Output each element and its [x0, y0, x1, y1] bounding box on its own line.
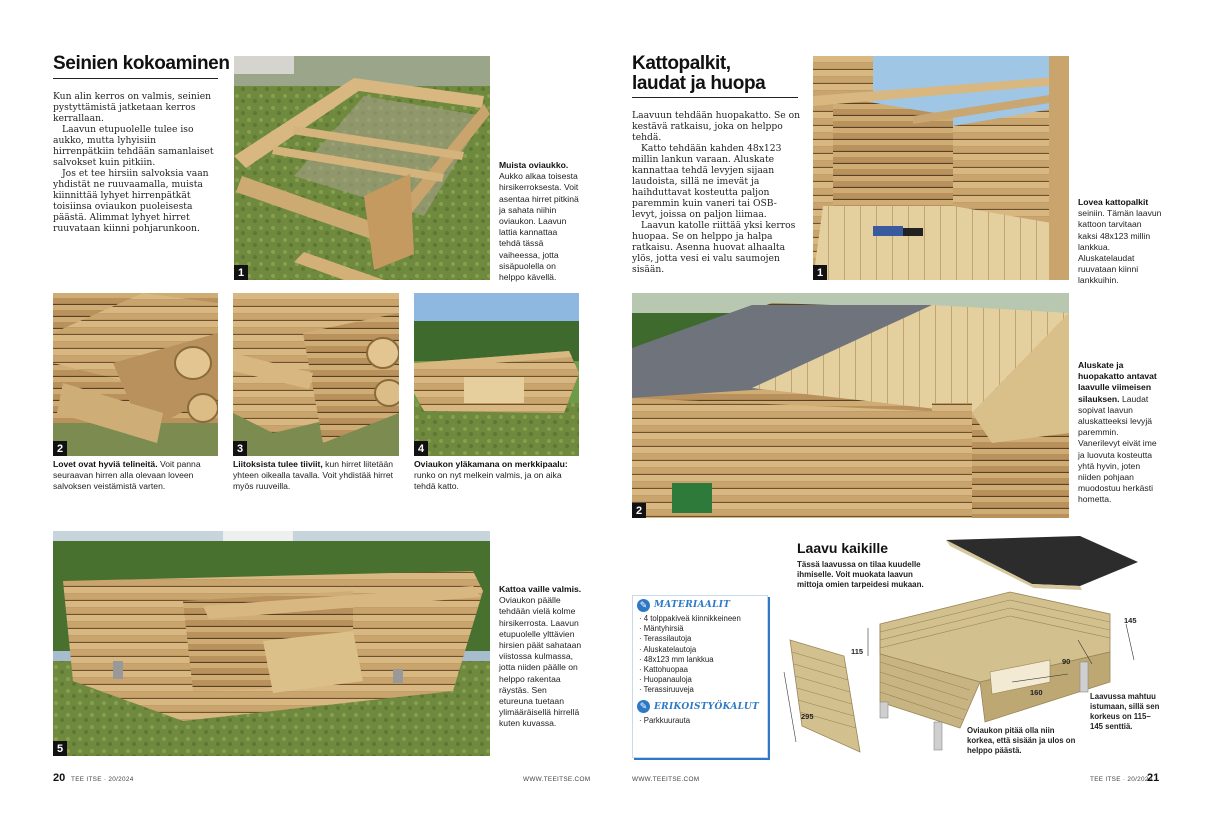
- tools-header: [633, 698, 767, 716]
- caption-text: Oviaukon päälle tehdään vielä kolme hirsikerrosta. Laavun etupuolelle ylttävien hirsien päät sahataan viistossa kulmassa, jotta niiden päälle on helppo rakentaa räystäs. Sen etureuna tuetaan ylimääräisellä hirrellä kuten kuvassa.: [499, 595, 582, 729]
- materials-item: · Aluskatelautoja: [639, 644, 697, 654]
- magazine-issue: TEE ITSE · 20/2024: [1090, 776, 1153, 783]
- photo-log-joints: [233, 293, 399, 456]
- caption-photo-1: [499, 160, 581, 283]
- materials-item: · 4 tolppakiveä kiinnikkeineen: [639, 614, 741, 623]
- caption-text: kun hirret liitetään yhteen oikealla tavalla. Voit yhdistää hirret myös ruuveilla.: [233, 459, 394, 492]
- materials-box: [632, 595, 768, 758]
- photo-frame-almost-done: [414, 293, 579, 456]
- caption-lead: Lovet ovat hyviä telineitä.: [53, 459, 158, 469]
- right-heading-rule: [632, 97, 798, 98]
- caption-right-photo-2: [1078, 360, 1162, 506]
- caption-text: Voit panna seuraavan hirren alla olevaan loveen salvoksen veistämistä varten.: [53, 459, 201, 492]
- materials-item: · Mäntyhirsiä: [639, 624, 684, 634]
- photo-number-badge: 2: [632, 503, 646, 518]
- magazine-issue: TEE ITSE · 20/2024: [71, 776, 134, 783]
- right-heading-line: Kattopalkit,: [632, 53, 731, 74]
- materials-item: · Huopanauloja: [639, 675, 692, 685]
- left-heading-rule: [53, 78, 218, 79]
- tools-list: [633, 716, 767, 726]
- wrench-icon: ✎: [637, 599, 650, 612]
- tools-item: · Parkkuurauta: [639, 715, 691, 725]
- diagram-subtitle: Tässä laavussa on tilaa kuudelle ihmiselle. Voit muokata laavun mittoja omien tarpeidesi mukaan.: [797, 560, 924, 589]
- photo-number-badge: 1: [813, 265, 827, 280]
- page-number: 20: [53, 772, 66, 784]
- photo-notch-closeup: [53, 293, 218, 456]
- photo-log-frame: [234, 56, 490, 280]
- page-number: 21: [1147, 772, 1160, 784]
- magazine-url: WWW.TEEITSE.COM: [632, 776, 700, 783]
- caption-right-photo-1: [1078, 197, 1162, 287]
- caption-lead: Kattoa vaille valmis.: [499, 584, 582, 594]
- dimension-label: 90: [1062, 657, 1071, 666]
- materials-item: · 48x123 mm lankkua: [639, 654, 714, 664]
- right-heading-line: laudat ja huopa: [632, 73, 766, 94]
- left-intro-paragraph: Kun alin kerros on valmis, seinien pystyttämistä jatketaan kerros kerrallaan.: [53, 91, 212, 124]
- caption-photo-2: [53, 459, 221, 493]
- note-laavu-height: Laavussa mahtuu istumaan, sillä sen korkeus on 115– 145 senttiä.: [1090, 692, 1160, 731]
- magazine-url: WWW.TEEITSE.COM: [523, 776, 591, 783]
- right-heading: [632, 54, 765, 94]
- left-heading: Seinien kokoaminen: [53, 53, 230, 74]
- note-door-height: Oviaukon pitää olla niin korkea, että sisään ja ulos on helppo päästä.: [967, 726, 1076, 755]
- materials-item: · Terassilautoja: [639, 634, 692, 644]
- photo-felt-roof: [632, 293, 1069, 518]
- caption-photo-5: [499, 584, 583, 730]
- photo-roof-beams: [813, 56, 1069, 280]
- photo-walls-finished: [53, 531, 490, 756]
- photo-number-badge: 5: [53, 741, 67, 756]
- photo-number-badge: 1: [234, 265, 248, 280]
- caption-text: Aukko alkaa toisesta hirsikerroksesta. Voit asentaa hirret pitkinä ja sahata niihin oviaukon. Laavun lattia kannattaa tehdä tässä vaiheessa, jotta sisäpuolella on helppo kävellä.: [499, 171, 579, 283]
- left-intro-paragraph: Jos et tee hirsiin salvoksia vaan yhdistät ne ruuvaamalla, muista kiinnittää lyhyet hirrenpätkät toisiinsa oviaukon puoleisesta päästä. Alimmat lyhyet hirret ruuvataan kiinni pohjarunkoon.: [53, 168, 209, 234]
- left-intro-paragraph: Laavun etupuolelle tulee iso aukko, mutta lyhyisiin hirrenpätkiin tehdään samanlaiset salvokset kuin pitkiin.: [53, 124, 214, 168]
- dimension-label: 160: [1030, 688, 1043, 697]
- caption-lead: Muista oviaukko.: [499, 160, 569, 170]
- materials-title: MATERIAALIT: [654, 600, 731, 610]
- right-intro-paragraph: Laavuun tehdään huopakatto. Se on kestävä ratkaisu, joka on helppo tehdä.: [632, 110, 801, 143]
- caption-text: seiniin. Tämän laavun kattoon tarvitaan kaksi 48x123 millin lankkua. Aluskatelaudat ruuvataan kiinni lankkuihin.: [1078, 208, 1162, 286]
- materials-header: [633, 596, 767, 614]
- materials-item: · Kattohuopaa: [639, 665, 688, 675]
- tool-icon: ✎: [637, 700, 650, 713]
- photo-number-badge: 3: [233, 441, 247, 456]
- dimension-label: 145: [1124, 616, 1137, 625]
- diagram-title: Laavu kaikille: [797, 540, 889, 556]
- photo-number-badge: 2: [53, 441, 67, 456]
- dimension-label: 115: [851, 647, 864, 656]
- right-intro: [632, 110, 802, 275]
- caption-text: Laudat sopivat laavun aluskatteeksi levyjä paremmin. Vanerilevyt eivät ime ja luovuta kosteutta yhtä hyvin, joten niiden pohjaan muodostuu herkästi hometta.: [1078, 393, 1157, 505]
- materials-item: · Terassiruuveja: [639, 685, 694, 695]
- materials-list: [633, 614, 767, 696]
- caption-photo-3: [233, 459, 403, 493]
- right-intro-paragraph: Laavun katolle riittää yksi kerros huopaa. Se on helppo ja halpa ratkaisu. Asenna huovat alhaalta ylös, jotta vesi ei valu saumojen sisään.: [632, 220, 796, 275]
- tools-title: ERIKOISTYÖKALUT: [654, 701, 759, 712]
- caption-photo-4: [414, 459, 584, 493]
- caption-text: runko on nyt melkein valmis, ja on aika tehdä katto.: [414, 470, 562, 492]
- caption-lead: Lovea kattopalkit: [1078, 197, 1149, 207]
- photo-number-badge: 4: [414, 441, 428, 456]
- right-intro-paragraph: Katto tehdään kahden 48x123 millin lankun varaan. Aluskate kannattaa tehdä levyjen sijaan laudoista, sillä ne imevät ja haihduttavat kosteutta paljon paremmin kuin vaneri tai OSB-levyt, joissa on paljon liimaa.: [632, 143, 782, 220]
- caption-lead: Aluskate ja huopakatto antavat laavulle viimeisen silauksen.: [1078, 360, 1157, 404]
- caption-lead: Liitoksista tulee tiiviit,: [233, 459, 323, 469]
- caption-lead: Oviaukon yläkamana on merkkipaalu:: [414, 459, 568, 469]
- dimension-label: 295: [801, 712, 814, 721]
- left-intro: [53, 91, 219, 234]
